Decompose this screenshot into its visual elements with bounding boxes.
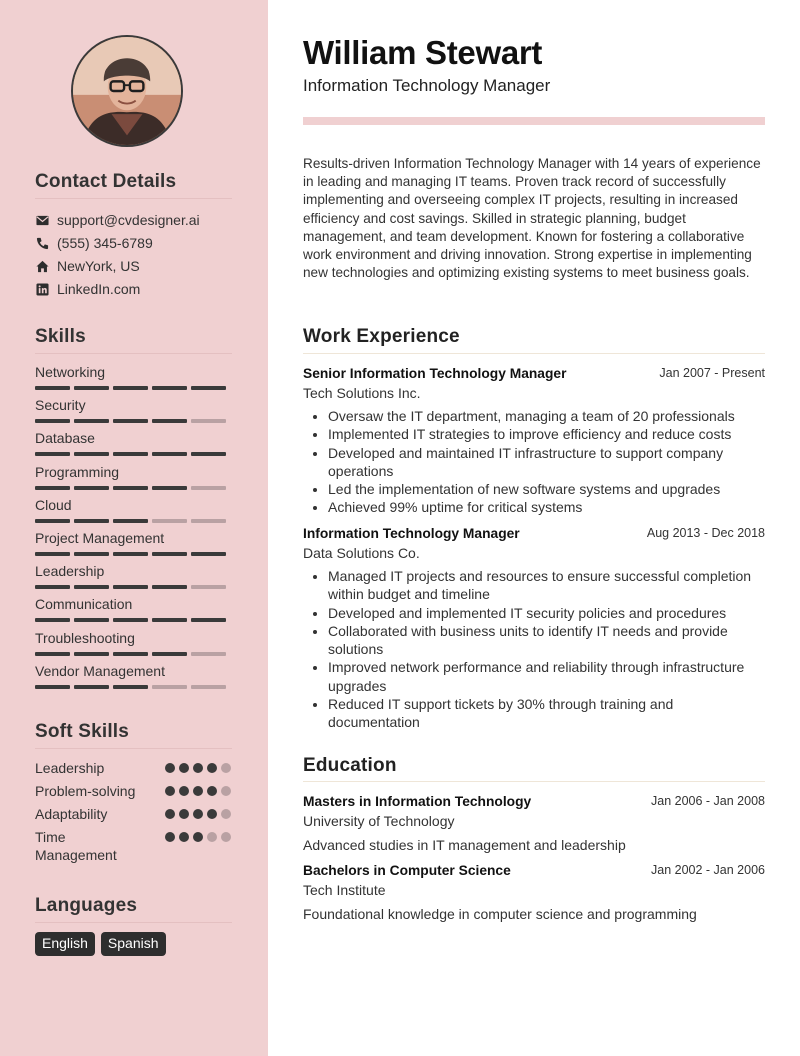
skill-segment-filled	[35, 486, 70, 490]
person-name: William Stewart	[303, 34, 543, 71]
skill-level-bar	[35, 519, 232, 523]
skill-segment-filled	[152, 652, 187, 656]
skill-segment-filled	[191, 552, 226, 556]
soft-skills-divider	[35, 748, 232, 749]
skill-label: Communication	[35, 596, 133, 613]
rating-dot-empty	[221, 763, 231, 773]
contact-linkedin[interactable]	[35, 281, 140, 297]
skill-segment-empty	[191, 419, 226, 423]
education-description: Advanced studies in IT management and leadership	[303, 837, 626, 853]
degree-title: Masters in Information Technology	[303, 794, 532, 809]
skill-segment-empty	[191, 486, 226, 490]
skill-level-bar	[35, 419, 232, 423]
soft-skill-item	[35, 828, 232, 864]
skills-divider	[35, 353, 232, 354]
skill-segment-filled	[152, 419, 187, 423]
skill-segment-filled	[152, 486, 187, 490]
rating-dot-filled	[193, 763, 203, 773]
person-title: Information Technology Manager	[303, 76, 551, 95]
rating-dot-filled	[207, 763, 217, 773]
rating-dot-filled	[165, 786, 175, 796]
skill-segment-filled	[191, 386, 226, 390]
language-pill: Spanish	[101, 932, 166, 956]
skill-segment-empty	[191, 585, 226, 589]
skill-label: Security	[35, 397, 86, 414]
contact-location-text: NewYork, US	[57, 258, 140, 274]
soft-skill-label: Time Management	[35, 829, 117, 863]
job-role: Information Technology Manager	[303, 526, 520, 541]
skill-segment-filled	[74, 618, 109, 622]
skill-segment-filled	[152, 618, 187, 622]
job-bullet: • Managed IT projects and resources to ensure successful completion within budget and timeline	[328, 567, 765, 604]
contact-location	[35, 258, 140, 274]
skill-segment-filled	[152, 552, 187, 556]
linkedin-icon	[35, 282, 49, 296]
skill-label: Project Management	[35, 530, 165, 546]
education-entry	[303, 793, 765, 854]
education-description: Foundational knowledge in computer science and programming	[303, 906, 697, 922]
skill-segment-filled	[113, 519, 148, 523]
skill-item	[35, 563, 232, 589]
skill-item	[35, 530, 232, 556]
job-bullet: • Developed and implemented IT security policies and procedures	[328, 604, 765, 622]
skill-item	[35, 630, 232, 656]
languages-divider	[35, 922, 232, 923]
skill-segment-filled	[113, 386, 148, 390]
skill-item	[35, 596, 232, 622]
skill-label: Networking	[35, 364, 106, 380]
job-bullets	[303, 567, 765, 732]
skill-segment-filled	[113, 585, 148, 589]
job-entry	[303, 525, 765, 732]
job-bullet: • Implemented IT strategies to improve efficiency and reduce costs	[328, 425, 765, 443]
skill-segment-filled	[152, 585, 187, 589]
rating-dot-empty	[221, 809, 231, 819]
job-company: Data Solutions Co.	[303, 545, 420, 561]
skill-segment-filled	[35, 519, 70, 523]
summary-text: Results-driven Information Technology Manager with 14 years of experience in leading and managing IT teams. Proven track record of successfully implementing and overseeing complex IT projects, resulting in increased efficiency and cost savings. Skilled in strategic planning, budget management, and team development. Known for fostering a collaborative work environment and driving innovation. Strong expertise in implementing new technologies and optimizing existing systems to meet business goals.	[303, 156, 761, 281]
skill-segment-empty	[191, 519, 226, 523]
soft-skills-heading: Soft Skills	[35, 721, 130, 742]
skill-level-bar	[35, 652, 232, 656]
contact-email-text: support@cvdesigner.ai	[57, 212, 200, 228]
skill-segment-filled	[113, 685, 148, 689]
home-icon	[35, 259, 49, 273]
rating-dot-empty	[207, 832, 217, 842]
phone-icon	[35, 236, 49, 250]
skill-segment-empty	[191, 652, 226, 656]
skill-item	[35, 364, 232, 390]
soft-skill-label: Problem-solving	[35, 783, 136, 799]
rating-dot-filled	[193, 809, 203, 819]
skill-segment-filled	[74, 486, 109, 490]
soft-skill-rating	[165, 809, 231, 819]
skill-level-bar	[35, 618, 232, 622]
skill-segment-filled	[35, 585, 70, 589]
skill-segment-filled	[152, 452, 187, 456]
job-dates: Aug 2013 - Dec 2018	[646, 526, 765, 540]
contact-heading: Contact Details	[35, 171, 177, 192]
skill-segment-empty	[152, 519, 187, 523]
skill-segment-filled	[74, 519, 109, 523]
education-dates: Jan 2006 - Jan 2008	[651, 794, 765, 808]
skills-heading: Skills	[35, 326, 86, 347]
skill-segment-filled	[113, 652, 148, 656]
skill-segment-filled	[152, 386, 187, 390]
skill-level-bar	[35, 685, 232, 689]
contact-email[interactable]	[35, 212, 200, 228]
skill-label: Programming	[35, 463, 120, 480]
skill-segment-filled	[191, 452, 226, 456]
soft-skill-label: Leadership	[35, 760, 105, 776]
rating-dot-filled	[193, 832, 203, 842]
skill-item	[35, 663, 232, 689]
soft-skill-item	[35, 782, 232, 800]
skill-segment-empty	[152, 685, 187, 689]
skill-item	[35, 464, 232, 490]
languages-heading: Languages	[35, 895, 138, 916]
soft-skill-label: Adaptability	[35, 806, 108, 822]
school-name: Tech Institute	[303, 882, 386, 898]
skill-segment-filled	[74, 452, 109, 456]
skill-segment-filled	[74, 552, 109, 556]
job-role: Senior Information Technology Manager	[303, 366, 567, 381]
header-accent-bar	[303, 117, 765, 125]
profile-photo	[73, 37, 181, 145]
job-bullets	[303, 407, 765, 517]
skill-level-bar	[35, 386, 232, 390]
rating-dot-filled	[165, 809, 175, 819]
skill-level-bar	[35, 585, 232, 589]
rating-dot-empty	[221, 786, 231, 796]
skill-segment-filled	[74, 652, 109, 656]
contact-phone-text: (555) 345-6789	[57, 235, 153, 251]
skill-segment-filled	[35, 452, 70, 456]
soft-skill-rating	[165, 786, 231, 796]
skill-segment-filled	[74, 386, 109, 390]
degree-title: Bachelors in Computer Science	[303, 863, 511, 878]
education-heading: Education	[303, 755, 397, 776]
job-bullet: • Reduced IT support tickets by 30% through training and documentation	[328, 695, 765, 732]
rating-dot-filled	[193, 786, 203, 796]
job-bullet: • Achieved 99% uptime for critical systems	[328, 498, 765, 516]
rating-dot-filled	[207, 809, 217, 819]
skill-label: Leadership	[35, 563, 105, 580]
soft-skill-rating	[165, 763, 231, 773]
skill-level-bar	[35, 452, 232, 456]
rating-dot-filled	[179, 832, 189, 842]
rating-dot-filled	[165, 832, 175, 842]
skill-item	[35, 397, 232, 423]
skill-label: Database	[35, 430, 95, 447]
skill-level-bar	[35, 486, 232, 490]
skill-segment-filled	[113, 618, 148, 622]
work-divider	[303, 353, 765, 354]
skill-level-bar	[35, 552, 232, 556]
skill-segment-filled	[74, 419, 109, 423]
job-bullet: • Collaborated with business units to identify IT needs and provide solutions	[328, 622, 765, 659]
job-bullet: • Oversaw the IT department, managing a team of 20 professionals	[328, 407, 765, 425]
skill-segment-filled	[74, 585, 109, 589]
job-company: Tech Solutions Inc.	[303, 385, 421, 401]
skill-segment-filled	[113, 452, 148, 456]
sidebar	[0, 0, 268, 1056]
language-pills	[35, 932, 166, 956]
skill-segment-filled	[35, 685, 70, 689]
skill-segment-filled	[35, 419, 70, 423]
skill-segment-empty	[191, 685, 226, 689]
job-bullet: • Improved network performance and reliability through infrastructure upgrades	[328, 658, 765, 695]
skill-segment-filled	[35, 386, 70, 390]
contact-linkedin-text: LinkedIn.com	[57, 281, 141, 297]
rating-dot-filled	[179, 763, 189, 773]
rating-dot-filled	[179, 786, 189, 796]
skill-segment-filled	[35, 652, 70, 656]
skill-label: Cloud	[35, 496, 72, 513]
soft-skill-item	[35, 759, 232, 777]
main-content	[268, 0, 800, 1056]
skill-label: Vendor Management	[35, 662, 165, 679]
work-heading: Work Experience	[303, 326, 460, 347]
skill-segment-filled	[74, 685, 109, 689]
rating-dot-filled	[165, 763, 175, 773]
rating-dot-filled	[179, 809, 189, 819]
school-name: University of Technology	[303, 813, 455, 829]
education-divider	[303, 781, 765, 782]
contact-phone[interactable]	[35, 235, 153, 251]
skill-segment-filled	[113, 486, 148, 490]
education-entry	[303, 862, 765, 923]
skill-label: Troubleshooting	[35, 629, 135, 646]
avatar	[71, 35, 183, 147]
skill-segment-filled	[191, 618, 226, 622]
language-pill: English	[35, 932, 95, 956]
skill-segment-filled	[35, 618, 70, 622]
skill-segment-filled	[113, 419, 148, 423]
skill-segment-filled	[113, 552, 148, 556]
soft-skill-item	[35, 805, 232, 823]
skill-item	[35, 497, 232, 523]
rating-dot-empty	[221, 832, 231, 842]
job-bullet: • Led the implementation of new software systems and upgrades	[328, 480, 765, 498]
skill-segment-filled	[35, 552, 70, 556]
contact-divider	[35, 198, 232, 199]
job-dates: Jan 2007 - Present	[659, 366, 765, 380]
envelope-icon	[35, 213, 49, 227]
education-dates: Jan 2002 - Jan 2006	[651, 863, 765, 877]
job-bullet: • Developed and maintained IT infrastructure to support company operations	[328, 444, 765, 481]
skill-item	[35, 430, 232, 456]
job-entry	[303, 365, 765, 517]
soft-skill-rating	[165, 832, 231, 842]
rating-dot-filled	[207, 786, 217, 796]
